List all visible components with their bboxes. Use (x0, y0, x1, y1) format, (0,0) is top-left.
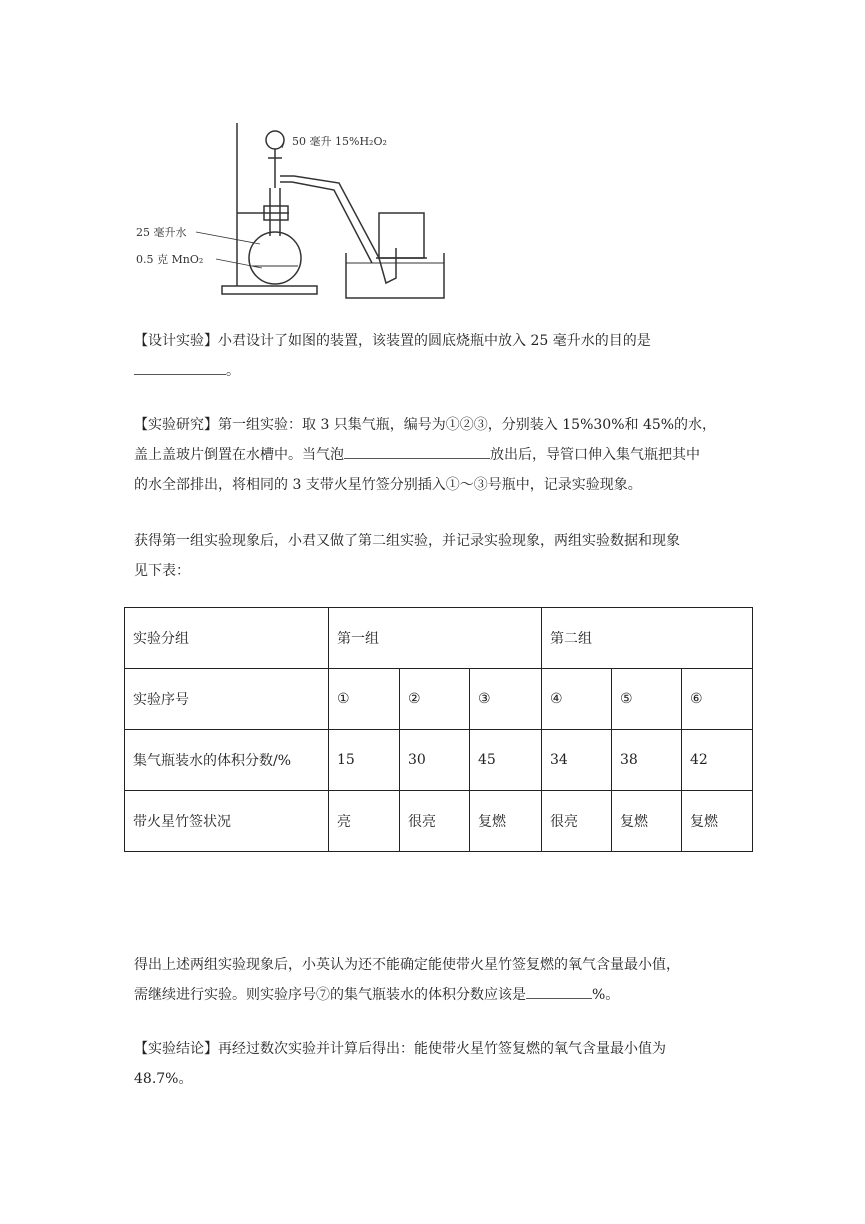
research-line-2-pre: 盖上盖玻片倒置在水槽中。当气泡 (134, 447, 344, 463)
further-line-2-post: %。 (592, 987, 620, 1003)
paragraph-design (134, 326, 734, 386)
answer-blank-3[interactable] (526, 984, 592, 999)
table-cell: 30 (400, 730, 470, 791)
research-line-3: 的水全部排出，将相同的 3 支带火星竹签分别插入①～③号瓶中，记录实验现象。 (134, 477, 642, 493)
row-label: 带火星竹签状况 (125, 791, 329, 852)
answer-blank-1[interactable] (134, 360, 226, 375)
conclusion-line-1: 【实验结论】再经过数次实验并计算后得出：能使带火星竹签复燃的氧气含量最小值为 (134, 1041, 666, 1057)
table-cell: ① (329, 669, 400, 730)
intro-line-2: 见下表： (134, 563, 190, 579)
table-cell: 复燃 (612, 791, 682, 852)
label-water: 25 毫升水 (136, 226, 187, 239)
intro-line-1: 获得第一组实验现象后，小君又做了第二组实验，并记录实验现象，两组实验数据和现象 (134, 533, 680, 549)
table-cell: 45 (470, 730, 542, 791)
paragraph-further (134, 950, 734, 1010)
experiment-table (124, 607, 753, 852)
design-text: 【设计实验】小君设计了如图的装置，该装置的圆底烧瓶中放入 25 毫升水的目的是 (134, 333, 651, 349)
research-line-2-post: 放出后，导管口伸入集气瓶把其中 (490, 447, 700, 463)
table-cell: 复燃 (682, 791, 753, 852)
answer-blank-2[interactable] (344, 444, 490, 459)
label-h2o2: 50 毫升 15%H₂O₂ (292, 135, 387, 148)
table-cell: ② (400, 669, 470, 730)
table-cell: ③ (470, 669, 542, 730)
paragraph-conclusion (134, 1034, 734, 1094)
paragraph-research (134, 410, 734, 500)
table-header-row (125, 608, 753, 669)
header-group-1: 第一组 (329, 608, 542, 669)
header-group-2: 第二组 (542, 608, 753, 669)
header-label: 实验分组 (125, 608, 329, 669)
research-line-1: 【实验研究】第一组实验：取 3 只集气瓶，编号为①②③，分别装入 15%30%和 45%的水， (134, 417, 717, 433)
table-cell: 很亮 (400, 791, 470, 852)
label-mno2: 0.5 克 MnO₂ (136, 253, 204, 266)
table-cell: 15 (329, 730, 400, 791)
table-row (125, 669, 753, 730)
paragraph-intro-table (134, 526, 734, 586)
table-row (125, 791, 753, 852)
further-line-2-pre: 需继续进行实验。则实验序号⑦的集气瓶装水的体积分数应该是 (134, 987, 526, 1003)
row-label: 集气瓶装水的体积分数/% (125, 730, 329, 791)
table-cell: ⑥ (682, 669, 753, 730)
table-cell: 42 (682, 730, 753, 791)
table-cell: 38 (612, 730, 682, 791)
apparatus-figure (134, 118, 454, 303)
conclusion-line-2: 48.7%。 (134, 1071, 193, 1087)
design-tail: 。 (226, 363, 240, 379)
table-cell: 很亮 (542, 791, 612, 852)
table-cell: ④ (542, 669, 612, 730)
table-row (125, 730, 753, 791)
table-cell: 复燃 (470, 791, 542, 852)
table-cell: 亮 (329, 791, 400, 852)
row-label: 实验序号 (125, 669, 329, 730)
table-cell: ⑤ (612, 669, 682, 730)
further-line-1: 得出上述两组实验现象后，小英认为还不能确定能使带火星竹签复燃的氧气含量最小值， (134, 957, 680, 973)
table-cell: 34 (542, 730, 612, 791)
